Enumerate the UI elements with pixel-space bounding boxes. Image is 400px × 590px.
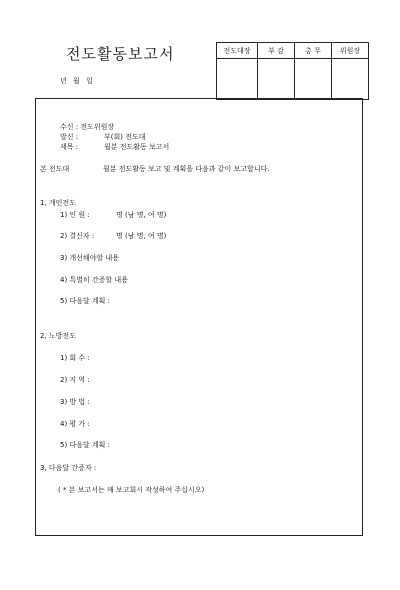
submission-note: ( * 본 보고서는 매 보고회시 작성하여 주십시오) [58,486,205,494]
approval-header-secretary: 총 무 [295,43,332,59]
approval-sign-vice [258,59,295,100]
approval-sign-chair [332,59,369,100]
section2-item4: 4) 평 가 : [60,420,90,428]
section1-item3: 3) 개선해야할 내용 [60,254,119,262]
section1-item2-values: 명 (남 명, 여 명) [116,232,167,240]
recipient-line: 수신 : 전도위원장 [60,123,115,131]
approval-table [216,42,369,100]
sender-value: 부(회) 전도대 [104,133,146,141]
approval-sign-leader [217,59,258,100]
section2-title: 2, 노방전도 [40,332,76,340]
date-line: 년 월 일 [60,77,93,85]
section1-item1-label: 1) 인 원 : [60,211,90,219]
document-title: 전도활동보고서 [66,45,175,63]
sender-label: 발신 : [60,133,79,141]
approval-header-vice: 부 감 [258,43,295,59]
section2-item3: 3) 방 법 : [60,398,90,406]
section2-item5: 5) 다음달 계획 : [60,441,111,449]
intro-left: 본 전도대 [40,165,70,173]
subject-label: 제목 : [60,143,79,151]
section1-item4: 4) 특별히 간증할 내용 [60,276,128,284]
approval-sign-secretary [295,59,332,100]
section2-item1: 1) 회 수 : [60,354,90,362]
approval-header-leader: 전도대장 [217,43,258,59]
intro-right: 월분 전도활동 보고 및 계획을 다음과 같이 보고합니다. [103,165,270,173]
section3-title: 3, 다음달 간증자 : [40,464,97,472]
approval-header-chair: 위원장 [332,43,369,59]
section1-item5: 5) 다음달 계획 : [60,297,111,305]
section1-item1-values: 명 (남 명, 여 명) [116,211,167,219]
section1-item2-label: 2) 결신자 : [60,232,95,240]
section2-item2: 2) 지 역 : [60,376,90,384]
section1-title: 1, 개인전도 [40,199,76,207]
subject-value: 월분 전도활동 보고서 [104,143,170,151]
